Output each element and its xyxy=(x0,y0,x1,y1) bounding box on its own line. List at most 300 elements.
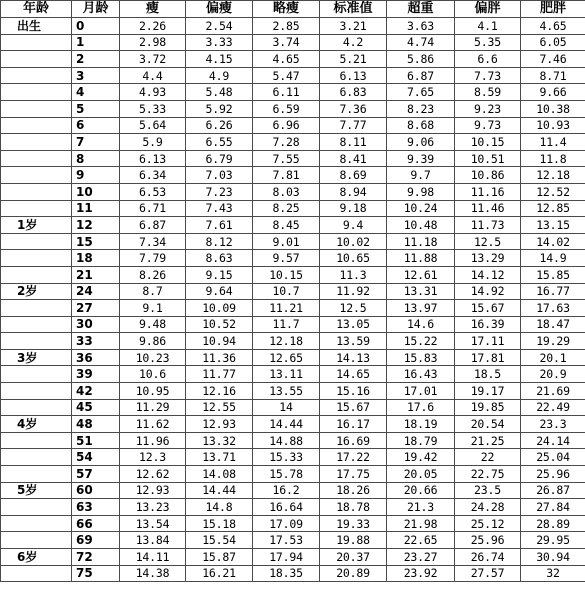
value-cell: 6.83 xyxy=(320,84,387,101)
table-row xyxy=(1,449,585,466)
value-cell: 12.93 xyxy=(120,482,186,499)
value-cell: 6.79 xyxy=(186,150,253,167)
value-cell: 20.89 xyxy=(320,565,387,582)
value-cell: 18.47 xyxy=(521,316,585,333)
value-cell: 17.81 xyxy=(455,349,521,366)
value-cell: 17.75 xyxy=(320,466,387,483)
value-cell: 22.75 xyxy=(455,466,521,483)
value-cell: 14.8 xyxy=(186,499,253,516)
value-cell: 4.4 xyxy=(120,67,186,84)
value-cell: 14.02 xyxy=(521,233,585,250)
header-overweight: 超重 xyxy=(387,1,455,18)
age-cell xyxy=(1,200,72,217)
age-cell xyxy=(1,499,72,516)
value-cell: 14.13 xyxy=(320,349,387,366)
age-cell xyxy=(1,466,72,483)
value-cell: 6.6 xyxy=(455,51,521,68)
value-cell: 8.03 xyxy=(253,183,320,200)
value-cell: 8.7 xyxy=(120,283,186,300)
value-cell: 10.09 xyxy=(186,300,253,317)
table-row xyxy=(1,499,585,516)
value-cell: 3.63 xyxy=(387,18,455,35)
value-cell: 2.98 xyxy=(120,34,186,51)
value-cell: 13.11 xyxy=(253,366,320,383)
value-cell: 14.65 xyxy=(320,366,387,383)
value-cell: 17.94 xyxy=(253,549,320,566)
value-cell: 6.13 xyxy=(120,150,186,167)
value-cell: 13.84 xyxy=(120,532,186,549)
value-cell: 4.1 xyxy=(455,18,521,35)
value-cell: 20.9 xyxy=(521,366,585,383)
value-cell: 11.36 xyxy=(186,349,253,366)
month-cell: 51 xyxy=(72,432,120,449)
value-cell: 10.38 xyxy=(521,100,585,117)
value-cell: 6.53 xyxy=(120,183,186,200)
age-cell xyxy=(1,84,72,101)
value-cell: 15.83 xyxy=(387,349,455,366)
value-cell: 20.1 xyxy=(521,349,585,366)
value-cell: 8.68 xyxy=(387,117,455,134)
value-cell: 17.11 xyxy=(455,333,521,350)
value-cell: 18.79 xyxy=(387,432,455,449)
value-cell: 10.86 xyxy=(455,167,521,184)
table-body xyxy=(1,18,585,582)
value-cell: 10.15 xyxy=(253,266,320,283)
value-cell: 11.4 xyxy=(521,134,585,151)
value-cell: 11.16 xyxy=(455,183,521,200)
value-cell: 19.85 xyxy=(455,399,521,416)
value-cell: 16.2 xyxy=(253,482,320,499)
age-cell xyxy=(1,300,72,317)
age-cell xyxy=(1,333,72,350)
value-cell: 8.69 xyxy=(320,167,387,184)
header-thin: 瘦 xyxy=(120,1,186,18)
month-cell: 8 xyxy=(72,150,120,167)
value-cell: 4.74 xyxy=(387,34,455,51)
value-cell: 16.69 xyxy=(320,432,387,449)
table-row xyxy=(1,549,585,566)
month-cell: 48 xyxy=(72,416,120,433)
value-cell: 20.05 xyxy=(387,466,455,483)
value-cell: 11.18 xyxy=(387,233,455,250)
value-cell: 10.51 xyxy=(455,150,521,167)
table-row xyxy=(1,300,585,317)
month-cell: 2 xyxy=(72,51,120,68)
age-cell xyxy=(1,449,72,466)
month-cell: 33 xyxy=(72,333,120,350)
value-cell: 11.29 xyxy=(120,399,186,416)
value-cell: 13.23 xyxy=(120,499,186,516)
value-cell: 9.06 xyxy=(387,134,455,151)
value-cell: 25.96 xyxy=(455,532,521,549)
age-cell xyxy=(1,100,72,117)
value-cell: 8.25 xyxy=(253,200,320,217)
value-cell: 15.87 xyxy=(186,549,253,566)
value-cell: 16.77 xyxy=(521,283,585,300)
value-cell: 4.15 xyxy=(186,51,253,68)
value-cell: 18.5 xyxy=(455,366,521,383)
value-cell: 7.23 xyxy=(186,183,253,200)
header-age: 年龄 xyxy=(1,1,72,18)
value-cell: 6.11 xyxy=(253,84,320,101)
value-cell: 25.96 xyxy=(521,466,585,483)
value-cell: 7.43 xyxy=(186,200,253,217)
month-cell: 57 xyxy=(72,466,120,483)
age-cell xyxy=(1,183,72,200)
age-cell xyxy=(1,266,72,283)
value-cell: 27.84 xyxy=(521,499,585,516)
value-cell: 14.44 xyxy=(186,482,253,499)
value-cell: 3.21 xyxy=(320,18,387,35)
value-cell: 9.39 xyxy=(387,150,455,167)
value-cell: 21.25 xyxy=(455,432,521,449)
month-cell: 11 xyxy=(72,200,120,217)
value-cell: 12.65 xyxy=(253,349,320,366)
value-cell: 16.39 xyxy=(455,316,521,333)
table-row xyxy=(1,84,585,101)
value-cell: 24.28 xyxy=(455,499,521,516)
table-row xyxy=(1,316,585,333)
age-cell xyxy=(1,383,72,400)
value-cell: 10.23 xyxy=(120,349,186,366)
value-cell: 12.18 xyxy=(521,167,585,184)
value-cell: 20.54 xyxy=(455,416,521,433)
value-cell: 12.93 xyxy=(186,416,253,433)
value-cell: 10.02 xyxy=(320,233,387,250)
value-cell: 23.3 xyxy=(521,416,585,433)
table-row xyxy=(1,150,585,167)
value-cell: 13.05 xyxy=(320,316,387,333)
value-cell: 15.67 xyxy=(455,300,521,317)
age-cell: 5岁 xyxy=(1,482,72,499)
table-row xyxy=(1,333,585,350)
age-cell: 2岁 xyxy=(1,283,72,300)
table-header-row xyxy=(1,1,585,18)
age-cell xyxy=(1,117,72,134)
value-cell: 7.46 xyxy=(521,51,585,68)
value-cell: 7.28 xyxy=(253,134,320,151)
month-cell: 1 xyxy=(72,34,120,51)
value-cell: 16.17 xyxy=(320,416,387,433)
age-cell: 1岁 xyxy=(1,217,72,234)
value-cell: 13.54 xyxy=(120,515,186,532)
age-cell xyxy=(1,515,72,532)
value-cell: 10.52 xyxy=(186,316,253,333)
value-cell: 23.27 xyxy=(387,549,455,566)
value-cell: 29.95 xyxy=(521,532,585,549)
value-cell: 6.13 xyxy=(320,67,387,84)
value-cell: 6.59 xyxy=(253,100,320,117)
header-standard: 标准值 xyxy=(320,1,387,18)
value-cell: 9.23 xyxy=(455,100,521,117)
age-cell: 3岁 xyxy=(1,349,72,366)
table-row xyxy=(1,200,585,217)
value-cell: 10.7 xyxy=(253,283,320,300)
value-cell: 10.6 xyxy=(120,366,186,383)
age-cell xyxy=(1,316,72,333)
table-row xyxy=(1,432,585,449)
value-cell: 9.66 xyxy=(521,84,585,101)
value-cell: 3.74 xyxy=(253,34,320,51)
table-row xyxy=(1,466,585,483)
value-cell: 9.48 xyxy=(120,316,186,333)
age-cell xyxy=(1,366,72,383)
value-cell: 13.59 xyxy=(320,333,387,350)
table-row xyxy=(1,217,585,234)
value-cell: 14.92 xyxy=(455,283,521,300)
value-cell: 30.94 xyxy=(521,549,585,566)
value-cell: 5.48 xyxy=(186,84,253,101)
month-cell: 45 xyxy=(72,399,120,416)
value-cell: 6.87 xyxy=(120,217,186,234)
value-cell: 13.31 xyxy=(387,283,455,300)
value-cell: 8.63 xyxy=(186,250,253,267)
value-cell: 14.9 xyxy=(521,250,585,267)
value-cell: 25.12 xyxy=(455,515,521,532)
value-cell: 26.74 xyxy=(455,549,521,566)
value-cell: 7.65 xyxy=(387,84,455,101)
value-cell: 14.12 xyxy=(455,266,521,283)
value-cell: 6.55 xyxy=(186,134,253,151)
value-cell: 5.33 xyxy=(120,100,186,117)
month-cell: 24 xyxy=(72,283,120,300)
value-cell: 4.65 xyxy=(253,51,320,68)
value-cell: 22.65 xyxy=(387,532,455,549)
value-cell: 10.65 xyxy=(320,250,387,267)
value-cell: 11.8 xyxy=(521,150,585,167)
value-cell: 19.29 xyxy=(521,333,585,350)
value-cell: 9.1 xyxy=(120,300,186,317)
table-row xyxy=(1,167,585,184)
value-cell: 16.64 xyxy=(253,499,320,516)
value-cell: 12.16 xyxy=(186,383,253,400)
value-cell: 6.34 xyxy=(120,167,186,184)
value-cell: 9.01 xyxy=(253,233,320,250)
value-cell: 19.88 xyxy=(320,532,387,549)
value-cell: 6.87 xyxy=(387,67,455,84)
value-cell: 2.85 xyxy=(253,18,320,35)
value-cell: 16.21 xyxy=(186,565,253,582)
month-cell: 66 xyxy=(72,515,120,532)
value-cell: 17.63 xyxy=(521,300,585,317)
value-cell: 22 xyxy=(455,449,521,466)
value-cell: 8.26 xyxy=(120,266,186,283)
value-cell: 4.93 xyxy=(120,84,186,101)
value-cell: 14 xyxy=(253,399,320,416)
value-cell: 7.34 xyxy=(120,233,186,250)
value-cell: 9.7 xyxy=(387,167,455,184)
table-row xyxy=(1,51,585,68)
value-cell: 14.11 xyxy=(120,549,186,566)
month-cell: 60 xyxy=(72,482,120,499)
value-cell: 10.48 xyxy=(387,217,455,234)
month-cell: 5 xyxy=(72,100,120,117)
value-cell: 20.66 xyxy=(387,482,455,499)
value-cell: 3.72 xyxy=(120,51,186,68)
age-cell xyxy=(1,250,72,267)
value-cell: 13.97 xyxy=(387,300,455,317)
value-cell: 5.86 xyxy=(387,51,455,68)
age-cell xyxy=(1,432,72,449)
table-row xyxy=(1,34,585,51)
value-cell: 9.64 xyxy=(186,283,253,300)
value-cell: 32 xyxy=(521,565,585,582)
value-cell: 25.04 xyxy=(521,449,585,466)
age-cell xyxy=(1,565,72,582)
value-cell: 8.59 xyxy=(455,84,521,101)
value-cell: 13.32 xyxy=(186,432,253,449)
age-cell: 4岁 xyxy=(1,416,72,433)
value-cell: 7.36 xyxy=(320,100,387,117)
table-row xyxy=(1,183,585,200)
value-cell: 5.47 xyxy=(253,67,320,84)
value-cell: 8.11 xyxy=(320,134,387,151)
table-row xyxy=(1,532,585,549)
value-cell: 11.88 xyxy=(387,250,455,267)
month-cell: 10 xyxy=(72,183,120,200)
value-cell: 10.24 xyxy=(387,200,455,217)
age-cell xyxy=(1,34,72,51)
value-cell: 11.77 xyxy=(186,366,253,383)
value-cell: 7.73 xyxy=(455,67,521,84)
value-cell: 18.35 xyxy=(253,565,320,582)
table-row xyxy=(1,100,585,117)
value-cell: 12.55 xyxy=(186,399,253,416)
value-cell: 9.15 xyxy=(186,266,253,283)
value-cell: 8.94 xyxy=(320,183,387,200)
value-cell: 22.49 xyxy=(521,399,585,416)
header-obese: 肥胖 xyxy=(521,1,585,18)
month-cell: 75 xyxy=(72,565,120,582)
value-cell: 26.87 xyxy=(521,482,585,499)
age-cell xyxy=(1,233,72,250)
header-a-bit-thin: 略瘦 xyxy=(253,1,320,18)
value-cell: 9.57 xyxy=(253,250,320,267)
month-cell: 27 xyxy=(72,300,120,317)
value-cell: 7.55 xyxy=(253,150,320,167)
value-cell: 17.01 xyxy=(387,383,455,400)
age-cell xyxy=(1,399,72,416)
value-cell: 17.09 xyxy=(253,515,320,532)
value-cell: 4.65 xyxy=(521,18,585,35)
value-cell: 7.81 xyxy=(253,167,320,184)
age-cell xyxy=(1,532,72,549)
value-cell: 13.55 xyxy=(253,383,320,400)
value-cell: 9.86 xyxy=(120,333,186,350)
month-cell: 12 xyxy=(72,217,120,234)
table-row xyxy=(1,18,585,35)
table-row xyxy=(1,266,585,283)
value-cell: 23.5 xyxy=(455,482,521,499)
value-cell: 7.61 xyxy=(186,217,253,234)
value-cell: 18.78 xyxy=(320,499,387,516)
table-row xyxy=(1,349,585,366)
value-cell: 5.92 xyxy=(186,100,253,117)
header-month: 月龄 xyxy=(72,1,120,18)
table-row xyxy=(1,383,585,400)
value-cell: 14.88 xyxy=(253,432,320,449)
header-chubby: 偏胖 xyxy=(455,1,521,18)
value-cell: 23.92 xyxy=(387,565,455,582)
month-cell: 39 xyxy=(72,366,120,383)
age-cell: 6岁 xyxy=(1,549,72,566)
month-cell: 63 xyxy=(72,499,120,516)
value-cell: 11.7 xyxy=(253,316,320,333)
value-cell: 15.18 xyxy=(186,515,253,532)
value-cell: 14.44 xyxy=(253,416,320,433)
value-cell: 8.71 xyxy=(521,67,585,84)
value-cell: 15.16 xyxy=(320,383,387,400)
value-cell: 15.22 xyxy=(387,333,455,350)
value-cell: 27.57 xyxy=(455,565,521,582)
value-cell: 6.26 xyxy=(186,117,253,134)
value-cell: 10.15 xyxy=(455,134,521,151)
value-cell: 11.96 xyxy=(120,432,186,449)
month-cell: 36 xyxy=(72,349,120,366)
table-row xyxy=(1,366,585,383)
month-cell: 72 xyxy=(72,549,120,566)
age-cell xyxy=(1,167,72,184)
value-cell: 11.73 xyxy=(455,217,521,234)
value-cell: 9.18 xyxy=(320,200,387,217)
value-cell: 12.5 xyxy=(455,233,521,250)
value-cell: 12.85 xyxy=(521,200,585,217)
value-cell: 11.92 xyxy=(320,283,387,300)
value-cell: 11.3 xyxy=(320,266,387,283)
value-cell: 2.26 xyxy=(120,18,186,35)
value-cell: 6.96 xyxy=(253,117,320,134)
value-cell: 19.17 xyxy=(455,383,521,400)
value-cell: 28.89 xyxy=(521,515,585,532)
table-row xyxy=(1,565,585,582)
table-row xyxy=(1,134,585,151)
value-cell: 15.67 xyxy=(320,399,387,416)
month-cell: 69 xyxy=(72,532,120,549)
value-cell: 7.03 xyxy=(186,167,253,184)
value-cell: 14.08 xyxy=(186,466,253,483)
value-cell: 11.46 xyxy=(455,200,521,217)
value-cell: 5.21 xyxy=(320,51,387,68)
value-cell: 18.19 xyxy=(387,416,455,433)
value-cell: 17.22 xyxy=(320,449,387,466)
value-cell: 18.26 xyxy=(320,482,387,499)
age-cell xyxy=(1,67,72,84)
month-cell: 21 xyxy=(72,266,120,283)
value-cell: 12.18 xyxy=(253,333,320,350)
value-cell: 16.43 xyxy=(387,366,455,383)
value-cell: 13.29 xyxy=(455,250,521,267)
header-slightly-thin: 偏瘦 xyxy=(186,1,253,18)
value-cell: 8.45 xyxy=(253,217,320,234)
month-cell: 30 xyxy=(72,316,120,333)
value-cell: 5.64 xyxy=(120,117,186,134)
table-row xyxy=(1,399,585,416)
value-cell: 24.14 xyxy=(521,432,585,449)
value-cell: 4.2 xyxy=(320,34,387,51)
value-cell: 4.9 xyxy=(186,67,253,84)
value-cell: 17.53 xyxy=(253,532,320,549)
value-cell: 10.94 xyxy=(186,333,253,350)
value-cell: 14.6 xyxy=(387,316,455,333)
value-cell: 9.4 xyxy=(320,217,387,234)
value-cell: 11.62 xyxy=(120,416,186,433)
value-cell: 12.62 xyxy=(120,466,186,483)
table-row xyxy=(1,67,585,84)
value-cell: 15.33 xyxy=(253,449,320,466)
value-cell: 7.79 xyxy=(120,250,186,267)
value-cell: 5.35 xyxy=(455,34,521,51)
value-cell: 19.33 xyxy=(320,515,387,532)
